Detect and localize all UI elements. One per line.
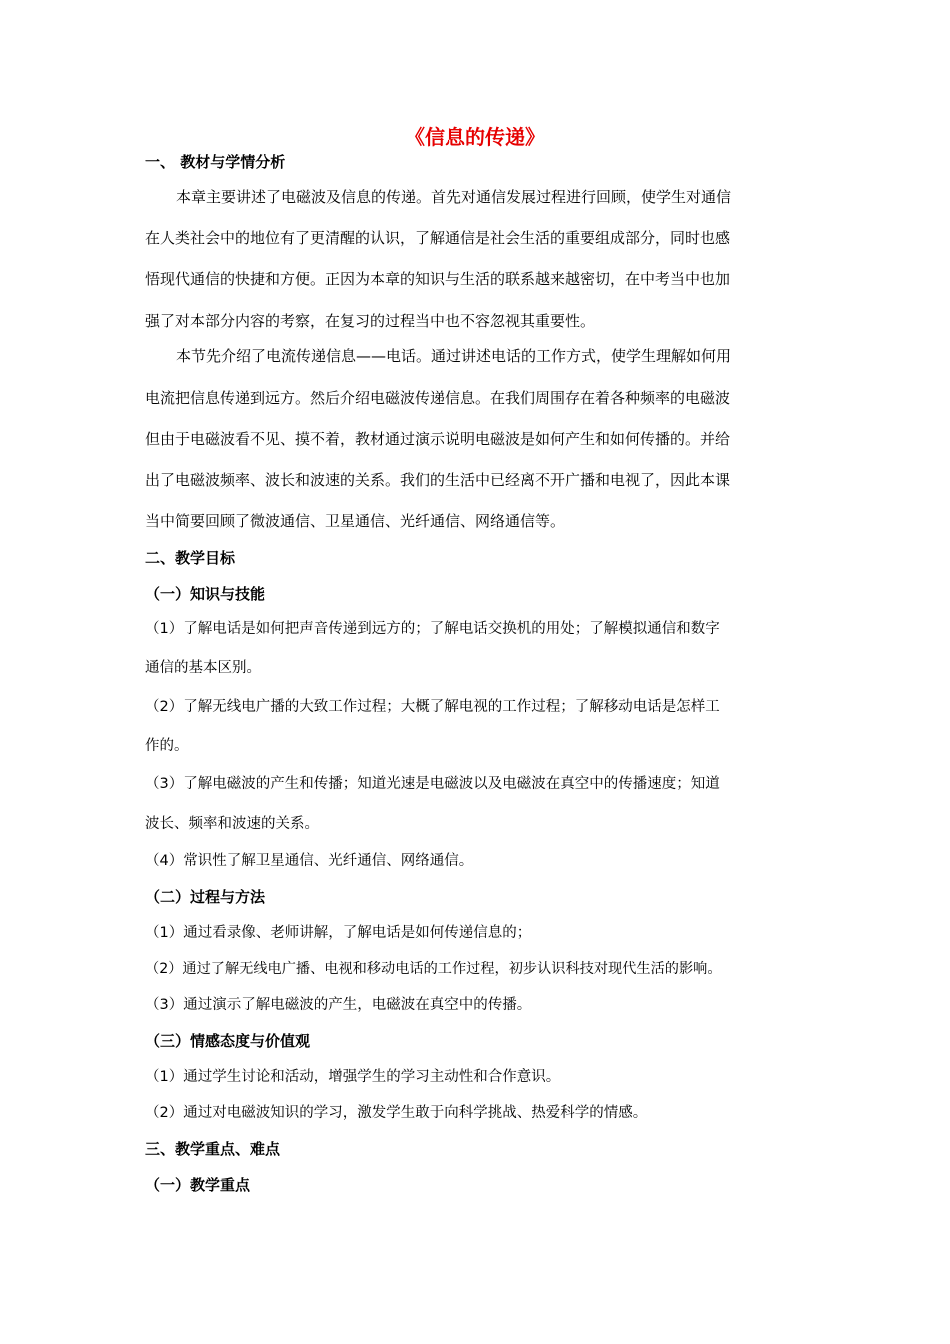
subsection-heading-attitude: （三）情感态度与价值观: [145, 1032, 311, 1050]
paragraph-line: 在人类社会中的地位有了更清醒的认识，了解通信是社会生活的重要组成部分，同时也感: [145, 229, 731, 247]
subsection-heading-teaching-focus: （一）教学重点: [145, 1176, 251, 1194]
objective-line: 作的。: [145, 738, 189, 754]
paragraph-line: 本节先介绍了电流传递信息——电话。通过讲述电话的工作方式，使学生理解如何用: [176, 347, 732, 365]
subsection-heading-knowledge: （一）知识与技能: [145, 585, 266, 603]
paragraph-line: 强了对本部分内容的考察，在复习的过程当中也不容忽视其重要性。: [145, 312, 596, 330]
section-heading-analysis: 一、 教材与学情分析: [145, 153, 286, 171]
paragraph-line: 电流把信息传递到远方。然后介绍电磁波传递信息。在我们周围存在着各种频率的电磁波: [145, 389, 731, 407]
paragraph-line: 但由于电磁波看不见、摸不着，教材通过演示说明电磁波是如何产生和如何传播的。并给: [145, 430, 731, 448]
objective-line: （1）了解电话是如何把声音传递到远方的；了解电话交换机的用处；了解模拟通信和数字: [145, 621, 720, 637]
paragraph-line: 当中简要回顾了微波通信、卫星通信、光纤通信、网络通信等。: [145, 512, 566, 530]
objective-line: （3）通过演示了解电磁波的产生，电磁波在真空中的传播。: [145, 997, 532, 1013]
objective-line: （2）通过了解无线电广播、电视和移动电话的工作过程，初步认识科技对现代生活的影响。: [145, 961, 722, 977]
section-heading-key-points: 三、教学重点、难点: [145, 1140, 281, 1158]
section-heading-objectives: 二、教学目标: [145, 549, 236, 567]
objective-line: 通信的基本区别。: [145, 660, 261, 676]
objective-line: （4）常识性了解卫星通信、光纤通信、网络通信。: [145, 853, 474, 869]
objective-line: （2）通过对电磁波知识的学习，激发学生敢于向科学挑战、热爱科学的情感。: [145, 1105, 648, 1121]
paragraph-line: 本章主要讲述了电磁波及信息的传递。首先对通信发展过程进行回顾，使学生对通信: [176, 188, 732, 206]
paragraph-line: 出了电磁波频率、波长和波速的关系。我们的生活中已经离不开广播和电视了，因此本课: [145, 471, 731, 489]
objective-line: （2）了解无线电广播的大致工作过程；大概了解电视的工作过程；了解移动电话是怎样工: [145, 699, 720, 715]
subsection-heading-process: （二）过程与方法: [145, 888, 266, 906]
paragraph-line: 悟现代通信的快捷和方便。正因为本章的知识与生活的联系越来越密切，在中考当中也加: [145, 270, 731, 288]
objective-line: （1）通过学生讨论和活动，增强学生的学习主动性和合作意识。: [145, 1069, 561, 1085]
document-title: 《信息的传递》: [405, 125, 545, 149]
objective-line: （1）通过看录像、老师讲解，了解电话是如何传递信息的；: [145, 925, 532, 941]
objective-line: 波长、频率和波速的关系。: [145, 816, 319, 832]
objective-line: （3）了解电磁波的产生和传播；知道光速是电磁波以及电磁波在真空中的传播速度；知道: [145, 776, 720, 792]
